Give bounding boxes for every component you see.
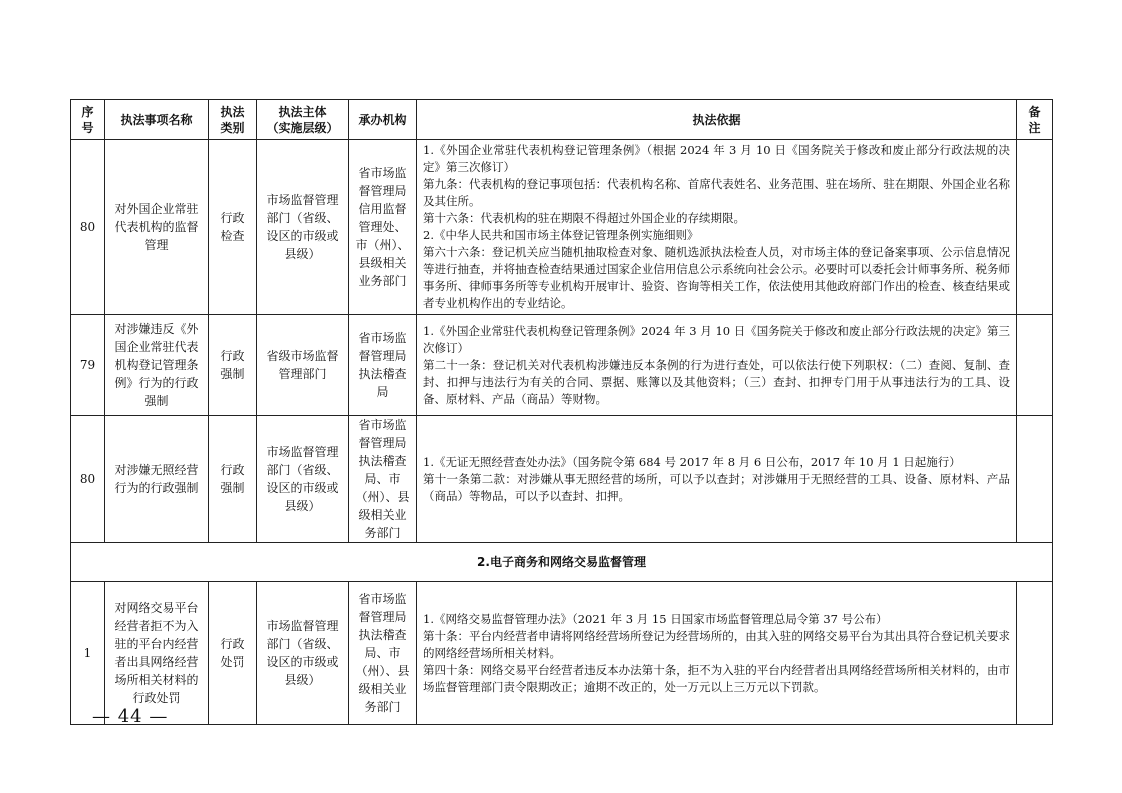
row-remark (1017, 582, 1053, 725)
table-row (71, 416, 1053, 543)
table-row (71, 315, 1053, 416)
header-basis: 执法依据 (417, 100, 1017, 140)
row-agency: 省市场监督管理局信用监督管理处、市（州）、县级相关业务部门 (349, 140, 417, 315)
basis-line: 1.《网络交易监督管理办法》（2021 年 3 月 15 日国家市场监督管理总局令第 37 号公布） (423, 611, 888, 626)
basis-line: 第四十条：网络交易平台经营者违反本办法第十条，拒不为入驻的平台内经营者出具网络经营场所相关材料的，由市场监督管理部门责令限期改正；逾期不改正的，处一万元以上三万元以下罚款。 (423, 662, 1010, 694)
row-subject: 市场监督管理部门（省级、设区的市级或县级） (257, 140, 349, 315)
header-row (71, 100, 1053, 140)
basis-line: 1.《外国企业常驻代表机构登记管理条例》2024 年 3 月 10 日《国务院关于修改和废止部分行政法规的决定》第三次修订） (423, 323, 1010, 355)
row-agency: 省市场监督管理局执法稽查局、市（州）、县级相关业务部门 (349, 582, 417, 725)
basis-line: 第十条：平台内经营者申请将网络经营场所登记为经营场所的，由其入驻的网络交易平台为其出具符合登记机关要求的网络经营场所相关材料。 (423, 628, 1010, 660)
basis-line: 第十六条：代表机构的驻在期限不得超过外国企业的存续期限。 (423, 211, 745, 225)
row-category: 行政强制 (209, 416, 257, 543)
row-seq: 80 (71, 416, 105, 543)
header-agency: 承办机构 (349, 100, 417, 140)
basis-line: 第六十六条：登记机关应当随机抽取检查对象、随机选派执法检查人员，对市场主体的登记备案事项、公示信息情况等进行抽查，并将抽查检查结果通过国家企业信用信息公示系统向社会公示。必要时可以委托会计师事务所、税务师事务所、律师事务所等专业机构开展审计、验资、咨询等相关工作，依法使用其他政府部门作出的检查、核查结果或者专业机构作出的专业结论。 (423, 245, 1010, 310)
row-agency: 省市场监督管理局执法稽查局 (349, 315, 417, 416)
row-seq: 79 (71, 315, 105, 416)
row-basis (417, 315, 1017, 416)
header-remark: 备 注 (1017, 100, 1053, 140)
basis-line: 第九条：代表机构的登记事项包括：代表机构名称、首席代表姓名、业务范围、驻在场所、驻在期限、外国企业名称及其住所。 (423, 177, 1010, 208)
row-basis (417, 582, 1017, 725)
row-category: 行政处罚 (209, 582, 257, 725)
row-seq: 80 (71, 140, 105, 315)
header-category: 执法 类别 (209, 100, 257, 140)
row-item: 对涉嫌违反《外国企业常驻代表机构登记管理条例》行为的行政强制 (105, 315, 209, 416)
row-basis (417, 140, 1017, 315)
basis-line: 第二十一条：登记机关对代表机构涉嫌违反本条例的行为进行查处，可以依法行使下列职权：（二）查阅、复制、查封、扣押与违法行为有关的合同、票据、账簿以及其他资料；（三）查封、扣押专门用于从事违法行为的工具、设备、原材料、产品（商品）等财物。 (423, 357, 1010, 406)
table-row (71, 140, 1053, 315)
row-category: 行政检查 (209, 140, 257, 315)
row-basis (417, 416, 1017, 543)
basis-line: 2.《中华人民共和国市场主体登记管理条例实施细则》 (423, 228, 699, 242)
row-remark (1017, 416, 1053, 543)
row-agency: 省市场监督管理局执法稽查局、市（州）、县级相关业务部门 (349, 416, 417, 543)
row-remark (1017, 140, 1053, 315)
header-seq: 序 号 (71, 100, 105, 140)
basis-line: 1.《外国企业常驻代表机构登记管理条例》（根据 2024 年 3 月 10 日《国务院关于修改和废止部分行政法规的决定》第三次修订） (423, 143, 1010, 174)
row-subject: 省级市场监督管理部门 (257, 315, 349, 416)
row-subject: 市场监督管理部门（省级、设区的市级或县级） (257, 416, 349, 543)
row-item: 对网络交易平台经营者拒不为入驻的平台内经营者出具网络经营场所相关材料的行政处罚 (105, 582, 209, 725)
row-seq: 1 (71, 582, 105, 725)
row-item: 对涉嫌无照经营行为的行政强制 (105, 416, 209, 543)
row-subject: 市场监督管理部门（省级、设区的市级或县级） (257, 582, 349, 725)
row-remark (1017, 315, 1053, 416)
enforcement-table (70, 99, 1052, 725)
basis-line: 1.《无证无照经营查处办法》（国务院令第 684 号 2017 年 8 月 6 日公布，2017 年 10 月 1 日起施行） (423, 454, 961, 469)
row-item: 对外国企业常驻代表机构的监督管理 (105, 140, 209, 315)
row-category: 行政强制 (209, 315, 257, 416)
header-item: 执法事项名称 (105, 100, 209, 140)
header-subject: 执法主体 （实施层级） (257, 100, 349, 140)
basis-line: 第十一条第二款：对涉嫌从事无照经营的场所，可以予以查封；对涉嫌用于无照经营的工具、设备、原材料、产品（商品）等物品，可以予以查封、扣押。 (423, 471, 1010, 503)
section-title: 2.电子商务和网络交易监督管理 (71, 543, 1053, 582)
page-number: — 44 — (92, 706, 169, 727)
table-row (71, 582, 1053, 725)
section-row (71, 543, 1053, 582)
